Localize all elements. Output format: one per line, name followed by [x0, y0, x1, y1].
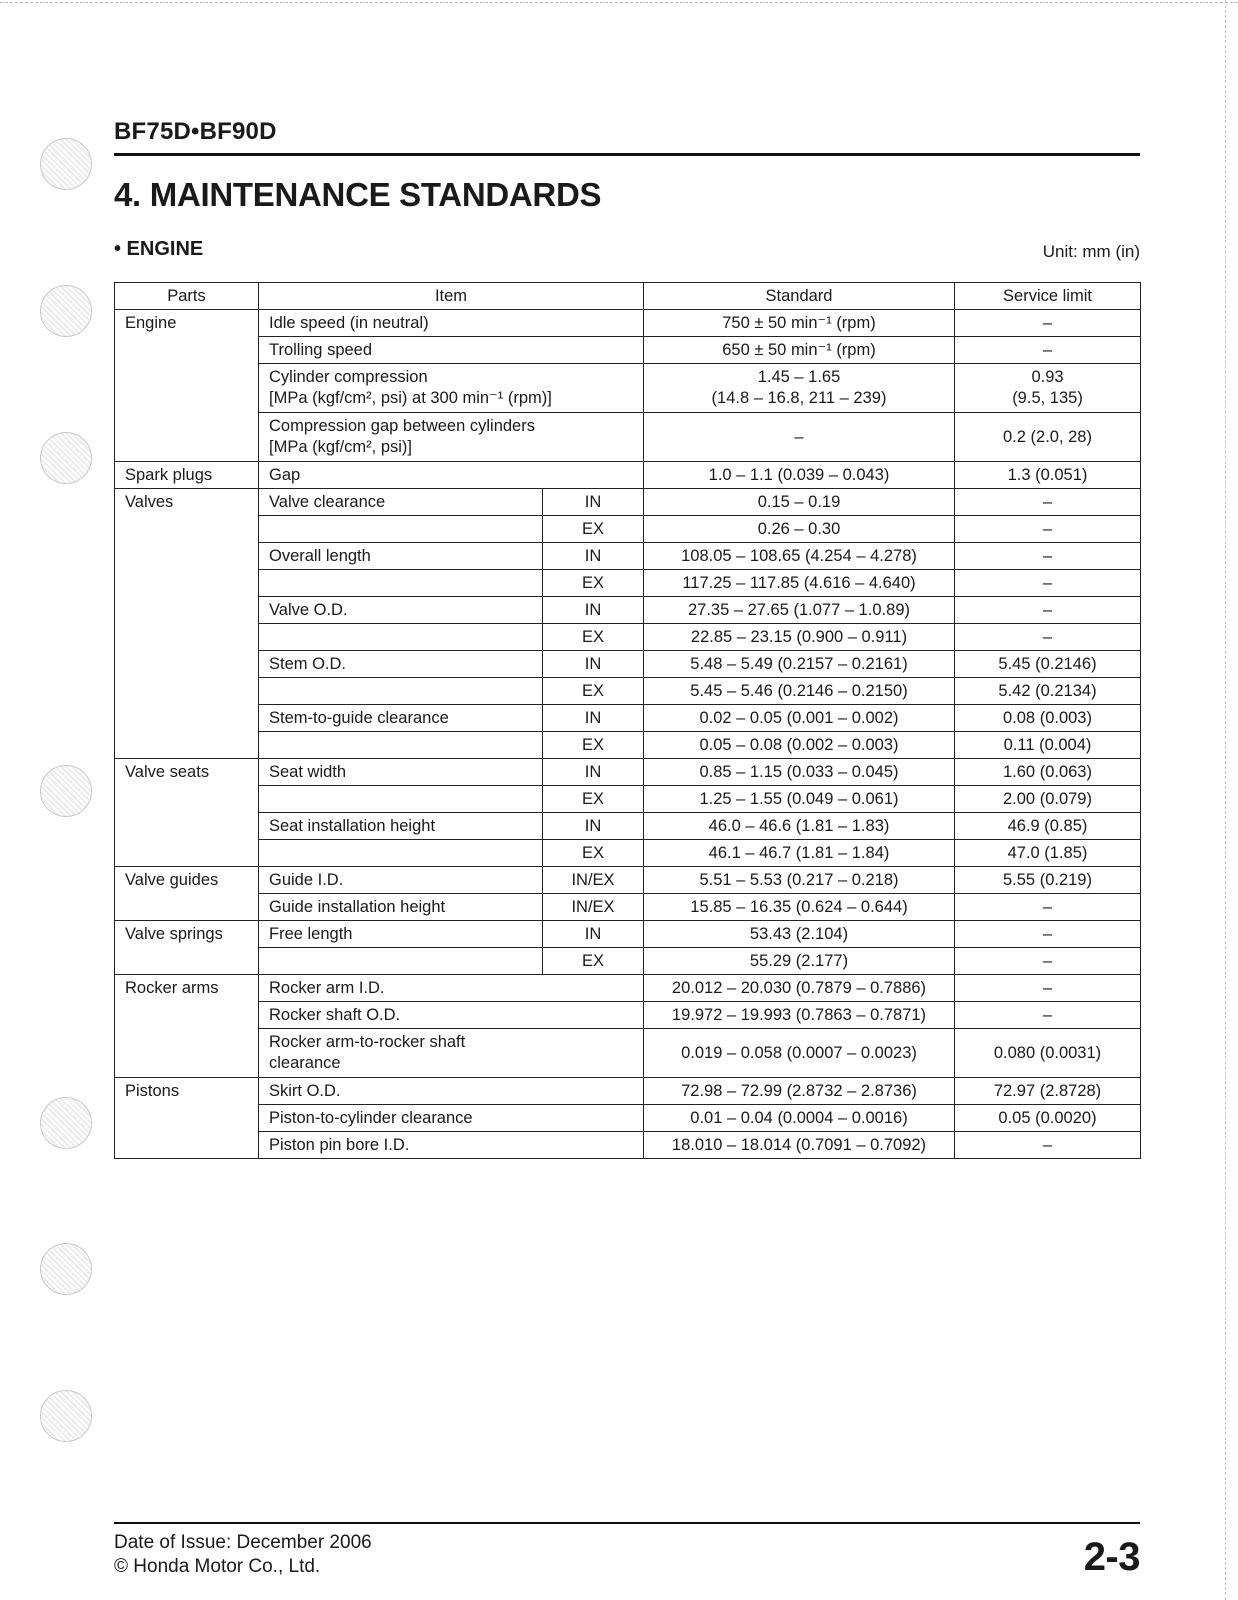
table-row — [115, 570, 1141, 597]
intake-exhaust-cell: IN — [543, 651, 644, 678]
table-row — [115, 651, 1141, 678]
binder-hole — [40, 1243, 92, 1295]
service-limit-cell: 0.080 (0.0031) — [955, 1029, 1141, 1078]
parts-cell — [115, 624, 259, 651]
intake-exhaust-cell: EX — [543, 786, 644, 813]
table-row — [115, 462, 1141, 489]
parts-cell — [115, 678, 259, 705]
intake-exhaust-cell: EX — [543, 516, 644, 543]
intake-exhaust-cell: EX — [543, 840, 644, 867]
column-header-item: Item — [259, 283, 644, 310]
item-cell: Free length — [259, 921, 543, 948]
service-limit-cell: 5.55 (0.219) — [955, 867, 1141, 894]
binder-hole — [40, 285, 92, 337]
item-cell: Guide installation height — [259, 894, 543, 921]
table-row — [115, 921, 1141, 948]
header-rule — [114, 153, 1140, 156]
parts-cell: Pistons — [115, 1078, 259, 1105]
service-limit-cell: – — [955, 624, 1141, 651]
intake-exhaust-cell: IN/EX — [543, 894, 644, 921]
issue-date: Date of Issue: December 2006 — [114, 1532, 372, 1553]
parts-cell: Rocker arms — [115, 975, 259, 1002]
table-row — [115, 364, 1141, 413]
standard-cell: 0.01 – 0.04 (0.0004 – 0.0016) — [644, 1105, 955, 1132]
parts-cell — [115, 413, 259, 462]
intake-exhaust-cell: EX — [543, 624, 644, 651]
page-top-edge — [0, 2, 1238, 3]
table-row — [115, 948, 1141, 975]
parts-cell — [115, 732, 259, 759]
standard-cell: 5.45 – 5.46 (0.2146 – 0.2150) — [644, 678, 955, 705]
standard-cell: – — [644, 413, 955, 462]
standard-cell: 0.019 – 0.058 (0.0007 – 0.0023) — [644, 1029, 955, 1078]
service-limit-cell: 0.08 (0.003) — [955, 705, 1141, 732]
parts-cell: Engine — [115, 310, 259, 337]
table-row — [115, 413, 1141, 462]
table-row — [115, 516, 1141, 543]
table-row — [115, 732, 1141, 759]
service-limit-cell: – — [955, 1132, 1141, 1159]
service-limit-cell: – — [955, 337, 1141, 364]
binder-hole — [40, 1390, 92, 1442]
item-cell: Compression gap between cylinders [MPa (kgf/cm², psi)] — [259, 413, 644, 462]
item-cell: Overall length — [259, 543, 543, 570]
intake-exhaust-cell: EX — [543, 570, 644, 597]
unit-label: Unit: mm (in) — [1042, 242, 1140, 261]
table-header-row — [115, 283, 1141, 310]
service-limit-cell: 1.60 (0.063) — [955, 759, 1141, 786]
service-limit-cell: – — [955, 975, 1141, 1002]
service-limit-cell: – — [955, 570, 1141, 597]
item-cell: Cylinder compression [MPa (kgf/cm², psi) at 300 min⁻¹ (rpm)] — [259, 364, 644, 413]
item-cell: Trolling speed — [259, 337, 644, 364]
item-cell: Seat installation height — [259, 813, 543, 840]
column-header-parts: Parts — [115, 283, 259, 310]
parts-cell — [115, 1002, 259, 1029]
service-limit-cell: 72.97 (2.8728) — [955, 1078, 1141, 1105]
item-cell — [259, 786, 543, 813]
table-row — [115, 310, 1141, 337]
parts-cell — [115, 364, 259, 413]
item-cell — [259, 732, 543, 759]
item-cell: Stem-to-guide clearance — [259, 705, 543, 732]
item-cell: Guide I.D. — [259, 867, 543, 894]
parts-cell — [115, 1029, 259, 1078]
item-cell: Stem O.D. — [259, 651, 543, 678]
standard-cell: 72.98 – 72.99 (2.8732 – 2.8736) — [644, 1078, 955, 1105]
service-limit-cell: – — [955, 948, 1141, 975]
intake-exhaust-cell: IN — [543, 489, 644, 516]
standard-cell: 0.26 – 0.30 — [644, 516, 955, 543]
parts-cell: Spark plugs — [115, 462, 259, 489]
service-limit-cell: 0.05 (0.0020) — [955, 1105, 1141, 1132]
parts-cell: Valve springs — [115, 921, 259, 948]
binder-hole — [40, 138, 92, 190]
standard-cell: 5.51 – 5.53 (0.217 – 0.218) — [644, 867, 955, 894]
table-row — [115, 624, 1141, 651]
item-cell — [259, 840, 543, 867]
service-limit-cell: 0.2 (2.0, 28) — [955, 413, 1141, 462]
standard-cell: 18.010 – 18.014 (0.7091 – 0.7092) — [644, 1132, 955, 1159]
item-cell: Gap — [259, 462, 644, 489]
service-limit-cell: 5.42 (0.2134) — [955, 678, 1141, 705]
parts-cell: Valves — [115, 489, 259, 516]
service-limit-cell: 47.0 (1.85) — [955, 840, 1141, 867]
table-row — [115, 1029, 1141, 1078]
parts-cell: Valve seats — [115, 759, 259, 786]
intake-exhaust-cell: EX — [543, 732, 644, 759]
standard-cell: 19.972 – 19.993 (0.7863 – 0.7871) — [644, 1002, 955, 1029]
standard-cell: 1.0 – 1.1 (0.039 – 0.043) — [644, 462, 955, 489]
service-limit-cell: 2.00 (0.079) — [955, 786, 1141, 813]
service-limit-cell: – — [955, 543, 1141, 570]
parts-cell — [115, 597, 259, 624]
standard-cell: 108.05 – 108.65 (4.254 – 4.278) — [644, 543, 955, 570]
binder-hole — [40, 1097, 92, 1149]
standard-cell: 15.85 – 16.35 (0.624 – 0.644) — [644, 894, 955, 921]
table-row — [115, 543, 1141, 570]
standard-cell: 1.45 – 1.65 (14.8 – 16.8, 211 – 239) — [644, 364, 955, 413]
parts-cell — [115, 543, 259, 570]
service-limit-cell: – — [955, 894, 1141, 921]
intake-exhaust-cell: IN — [543, 759, 644, 786]
item-cell — [259, 624, 543, 651]
table-body — [115, 310, 1141, 1159]
model-title: BF75D•BF90D — [114, 118, 277, 145]
intake-exhaust-cell: IN/EX — [543, 867, 644, 894]
item-cell: Idle speed (in neutral) — [259, 310, 644, 337]
standard-cell: 117.25 – 117.85 (4.616 – 4.640) — [644, 570, 955, 597]
standard-cell: 750 ± 50 min⁻¹ (rpm) — [644, 310, 955, 337]
service-limit-cell: – — [955, 516, 1141, 543]
service-limit-cell: – — [955, 1002, 1141, 1029]
parts-cell — [115, 1132, 259, 1159]
intake-exhaust-cell: IN — [543, 543, 644, 570]
column-header-standard: Standard — [644, 283, 955, 310]
parts-cell — [115, 948, 259, 975]
column-header-service-limit: Service limit — [955, 283, 1141, 310]
binder-hole — [40, 432, 92, 484]
binder-hole — [40, 765, 92, 817]
parts-cell — [115, 813, 259, 840]
item-cell — [259, 678, 543, 705]
standard-cell: 5.48 – 5.49 (0.2157 – 0.2161) — [644, 651, 955, 678]
service-limit-cell: 1.3 (0.051) — [955, 462, 1141, 489]
parts-cell — [115, 651, 259, 678]
table-row — [115, 894, 1141, 921]
standard-cell: 53.43 (2.104) — [644, 921, 955, 948]
service-limit-cell: 0.11 (0.004) — [955, 732, 1141, 759]
intake-exhaust-cell: IN — [543, 921, 644, 948]
intake-exhaust-cell: IN — [543, 705, 644, 732]
item-cell: Skirt O.D. — [259, 1078, 644, 1105]
table-row — [115, 489, 1141, 516]
parts-cell — [115, 337, 259, 364]
standard-cell: 650 ± 50 min⁻¹ (rpm) — [644, 337, 955, 364]
item-cell: Rocker arm I.D. — [259, 975, 644, 1002]
intake-exhaust-cell: EX — [543, 948, 644, 975]
table-row — [115, 1105, 1141, 1132]
table-row — [115, 1132, 1141, 1159]
standard-cell: 0.05 – 0.08 (0.002 – 0.003) — [644, 732, 955, 759]
item-cell: Rocker shaft O.D. — [259, 1002, 644, 1029]
parts-cell — [115, 516, 259, 543]
service-limit-cell: – — [955, 921, 1141, 948]
table-row — [115, 759, 1141, 786]
item-cell — [259, 516, 543, 543]
item-cell: Rocker arm-to-rocker shaft clearance — [259, 1029, 644, 1078]
table-row — [115, 1002, 1141, 1029]
standard-cell: 20.012 – 20.030 (0.7879 – 0.7886) — [644, 975, 955, 1002]
page-right-edge — [1225, 0, 1226, 1600]
maintenance-standards-table — [114, 282, 1141, 1159]
parts-cell — [115, 1105, 259, 1132]
item-cell: Valve clearance — [259, 489, 543, 516]
service-limit-cell: – — [955, 597, 1141, 624]
parts-cell — [115, 570, 259, 597]
table-row — [115, 678, 1141, 705]
standard-cell: 46.0 – 46.6 (1.81 – 1.83) — [644, 813, 955, 840]
table-row — [115, 867, 1141, 894]
copyright: © Honda Motor Co., Ltd. — [114, 1556, 321, 1577]
item-cell: Seat width — [259, 759, 543, 786]
item-cell — [259, 570, 543, 597]
table-row — [115, 597, 1141, 624]
table-row — [115, 705, 1141, 732]
item-cell: Valve O.D. — [259, 597, 543, 624]
page-number: 2-3 — [1083, 1535, 1140, 1579]
parts-cell — [115, 705, 259, 732]
item-cell: Piston pin bore I.D. — [259, 1132, 644, 1159]
table-row — [115, 975, 1141, 1002]
parts-cell — [115, 786, 259, 813]
intake-exhaust-cell: IN — [543, 597, 644, 624]
table-row — [115, 1078, 1141, 1105]
parts-cell: Valve guides — [115, 867, 259, 894]
table-row — [115, 813, 1141, 840]
standard-cell: 0.15 – 0.19 — [644, 489, 955, 516]
item-cell — [259, 948, 543, 975]
table-row — [115, 786, 1141, 813]
item-cell: Piston-to-cylinder clearance — [259, 1105, 644, 1132]
table-row — [115, 840, 1141, 867]
standard-cell: 0.02 – 0.05 (0.001 – 0.002) — [644, 705, 955, 732]
parts-cell — [115, 840, 259, 867]
service-limit-cell: – — [955, 489, 1141, 516]
table-row — [115, 337, 1141, 364]
standard-cell: 22.85 – 23.15 (0.900 – 0.911) — [644, 624, 955, 651]
intake-exhaust-cell: IN — [543, 813, 644, 840]
standard-cell: 27.35 – 27.65 (1.077 – 1.0.89) — [644, 597, 955, 624]
standard-cell: 55.29 (2.177) — [644, 948, 955, 975]
standard-cell: 1.25 – 1.55 (0.049 – 0.061) — [644, 786, 955, 813]
parts-cell — [115, 894, 259, 921]
standard-cell: 46.1 – 46.7 (1.81 – 1.84) — [644, 840, 955, 867]
service-limit-cell: 46.9 (0.85) — [955, 813, 1141, 840]
section-title: 4. MAINTENANCE STANDARDS — [114, 176, 602, 213]
service-limit-cell: 5.45 (0.2146) — [955, 651, 1141, 678]
footer-rule — [114, 1522, 1140, 1524]
intake-exhaust-cell: EX — [543, 678, 644, 705]
service-limit-cell: – — [955, 310, 1141, 337]
standard-cell: 0.85 – 1.15 (0.033 – 0.045) — [644, 759, 955, 786]
subsection-title: • ENGINE — [114, 238, 204, 260]
service-limit-cell: 0.93 (9.5, 135) — [955, 364, 1141, 413]
